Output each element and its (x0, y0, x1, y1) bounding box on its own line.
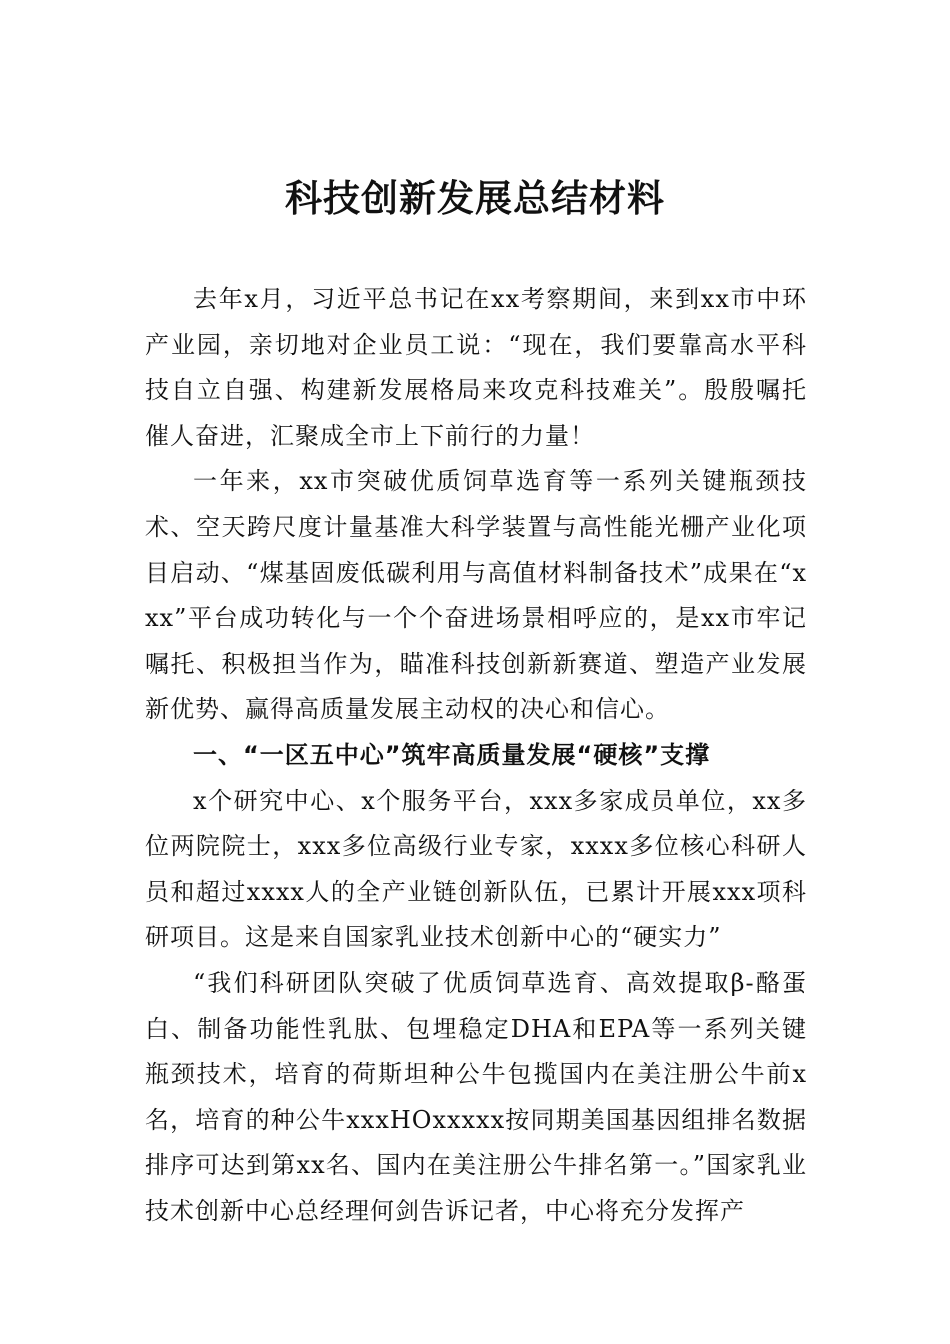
document-title: 科技创新发展总结材料 (285, 176, 665, 220)
paragraph-research-center: x个研究中心、x个服务平台，xxx多家成员单位，xx多位两院院士，xxx多位高级行业专家，xxxx多位核心科研人员和超过xxxx人的全产业链创新队伍，已累计开展xxx项科研项目。这是来自国家乳业技术创新中心的“硬实力” (145, 786, 807, 952)
paragraph-achievements: 一年来，xx市突破优质饲草选育等一系列关键瓶颈技术、空天跨尺度计量基准大科学装置与高性能光栅产业化项目启动、“煤基固废低碳利用与高值材料制备技术”成果在“xxx”平台成功转化与一个个奋进场景相呼应的，是xx市牢记嘱托、积极担当作为，瞄准科技创新新赛道、塑造产业发展新优势、赢得高质量发展主动权的决心和信心。 (145, 467, 807, 724)
paragraph-intro: 去年x月，习近平总书记在xx考察期间，来到xx市中环产业园，亲切地对企业员工说：“现在，我们要靠高水平科技自立自强、构建新发展格局来攻克科技难关”。殷殷嘱托催人奋进，汇聚成全市上下前行的力量！ (145, 285, 807, 450)
document-body (145, 277, 807, 1234)
section-heading-1: 一、“一区五中心”筑牢高质量发展“硬核”支撑 (193, 740, 711, 769)
paragraph-quote: “我们科研团队突破了优质饲草选育、高效提取β-酪蛋白、制备功能性乳肽、包埋稳定DHA和EPA等一系列关键瓶颈技术，培育的荷斯坦种公牛包揽国内在美注册公牛前x名，培育的种公牛xxxHOxxxxx按同期美国基因组排名数据排序可达到第xx名、国内在美注册公牛排名第一。”国家乳业技术创新中心总经理何剑告诉记者，中心将充分发挥产 (145, 968, 807, 1225)
